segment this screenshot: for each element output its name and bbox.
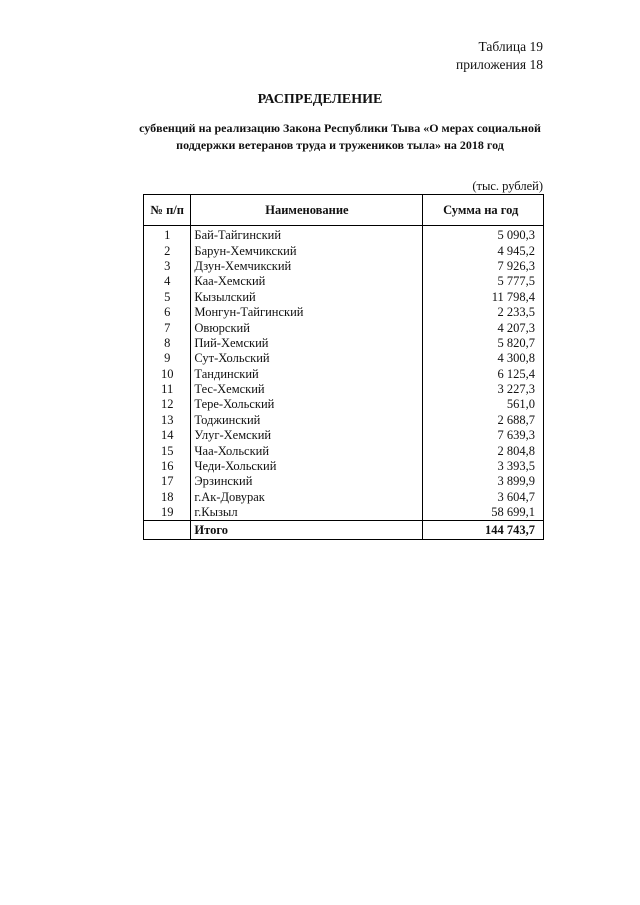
row-sum: 3 604,7 — [423, 490, 544, 505]
appendix-number: приложения 18 — [455, 57, 543, 72]
row-sum: 5 777,5 — [423, 274, 544, 289]
row-number: 17 — [144, 474, 191, 489]
row-name: Сут-Хольский — [191, 351, 423, 366]
document-title: РАСПРЕДЕЛЕНИЕ — [257, 92, 383, 107]
row-number: 9 — [144, 351, 191, 366]
row-sum: 7 926,3 — [423, 259, 544, 274]
subtitle-line-2: поддержки ветеранов труда и тружеников тыла» на 2018 год — [176, 138, 504, 152]
table-row — [144, 490, 544, 505]
row-number: 3 — [144, 259, 191, 274]
row-name: Бай-Тайгинский — [191, 226, 423, 244]
row-number: 6 — [144, 305, 191, 320]
row-sum: 3 227,3 — [423, 382, 544, 397]
row-sum: 11 798,4 — [423, 290, 544, 305]
row-name: Каа-Хемский — [191, 274, 423, 289]
column-header-number: № п/п — [144, 195, 191, 226]
total-label: Итого — [191, 521, 423, 540]
units-note: (тыс. рублей) — [472, 179, 543, 193]
row-sum: 5 820,7 — [423, 336, 544, 351]
table-row — [144, 274, 544, 289]
total-number-cell — [144, 521, 191, 540]
row-number: 1 — [144, 226, 191, 244]
table-reference — [456, 38, 543, 74]
row-number: 14 — [144, 428, 191, 443]
row-number: 4 — [144, 274, 191, 289]
subtitle-line-1: субвенций на реализацию Закона Республики Тыва «О мерах социальной — [139, 121, 541, 135]
row-name: Дзун-Хемчикский — [191, 259, 423, 274]
row-sum: 7 639,3 — [423, 428, 544, 443]
table-body — [144, 226, 544, 521]
row-sum: 5 090,3 — [423, 226, 544, 244]
row-sum: 2 233,5 — [423, 305, 544, 320]
table-row — [144, 382, 544, 397]
row-name: Улуг-Хемский — [191, 428, 423, 443]
table-row — [144, 320, 544, 335]
row-number: 2 — [144, 243, 191, 258]
table-row — [144, 336, 544, 351]
total-sum: 144 743,7 — [423, 521, 544, 540]
row-name: Пий-Хемский — [191, 336, 423, 351]
row-sum: 58 699,1 — [423, 505, 544, 521]
table-row — [144, 367, 544, 382]
row-number: 18 — [144, 490, 191, 505]
row-name: Кызылский — [191, 290, 423, 305]
table-row — [144, 428, 544, 443]
table-total-row — [144, 521, 544, 540]
row-number: 19 — [144, 505, 191, 521]
row-number: 5 — [144, 290, 191, 305]
table-header-row — [144, 195, 544, 226]
column-header-sum: Сумма на год — [423, 195, 544, 226]
row-name: Чеди-Хольский — [191, 459, 423, 474]
row-name: Чаа-Хольский — [191, 443, 423, 458]
table-row — [144, 226, 544, 244]
table-row — [144, 243, 544, 258]
row-sum: 2 688,7 — [423, 413, 544, 428]
table-row — [144, 459, 544, 474]
row-number: 15 — [144, 443, 191, 458]
table-row — [144, 443, 544, 458]
table-row — [144, 505, 544, 521]
row-name: Овюрский — [191, 320, 423, 335]
row-name: Тоджинский — [191, 413, 423, 428]
table-number: Таблица 19 — [478, 39, 543, 54]
row-sum: 3 899,9 — [423, 474, 544, 489]
row-sum: 6 125,4 — [423, 367, 544, 382]
table-row — [144, 397, 544, 412]
row-number: 10 — [144, 367, 191, 382]
row-sum: 561,0 — [423, 397, 544, 412]
row-name: Барун-Хемчикский — [191, 243, 423, 258]
table-row — [144, 259, 544, 274]
row-name: Тес-Хемский — [191, 382, 423, 397]
row-sum: 4 207,3 — [423, 320, 544, 335]
row-name: Тере-Хольский — [191, 397, 423, 412]
column-header-name: Наименование — [191, 195, 423, 226]
row-name: Монгун-Тайгинский — [191, 305, 423, 320]
table-row — [144, 413, 544, 428]
row-sum: 4 945,2 — [423, 243, 544, 258]
row-number: 12 — [144, 397, 191, 412]
row-number: 16 — [144, 459, 191, 474]
row-name: Тандинский — [191, 367, 423, 382]
row-name: г.Кызыл — [191, 505, 423, 521]
table-row — [144, 290, 544, 305]
row-number: 13 — [144, 413, 191, 428]
row-sum: 3 393,5 — [423, 459, 544, 474]
row-sum: 4 300,8 — [423, 351, 544, 366]
table-row — [144, 474, 544, 489]
row-name: г.Ак-Довурак — [191, 490, 423, 505]
row-number: 7 — [144, 320, 191, 335]
distribution-table — [143, 194, 544, 540]
row-number: 11 — [144, 382, 191, 397]
document-subtitle — [120, 120, 560, 154]
row-name: Эрзинский — [191, 474, 423, 489]
row-sum: 2 804,8 — [423, 443, 544, 458]
table-row — [144, 305, 544, 320]
table-row — [144, 351, 544, 366]
row-number: 8 — [144, 336, 191, 351]
